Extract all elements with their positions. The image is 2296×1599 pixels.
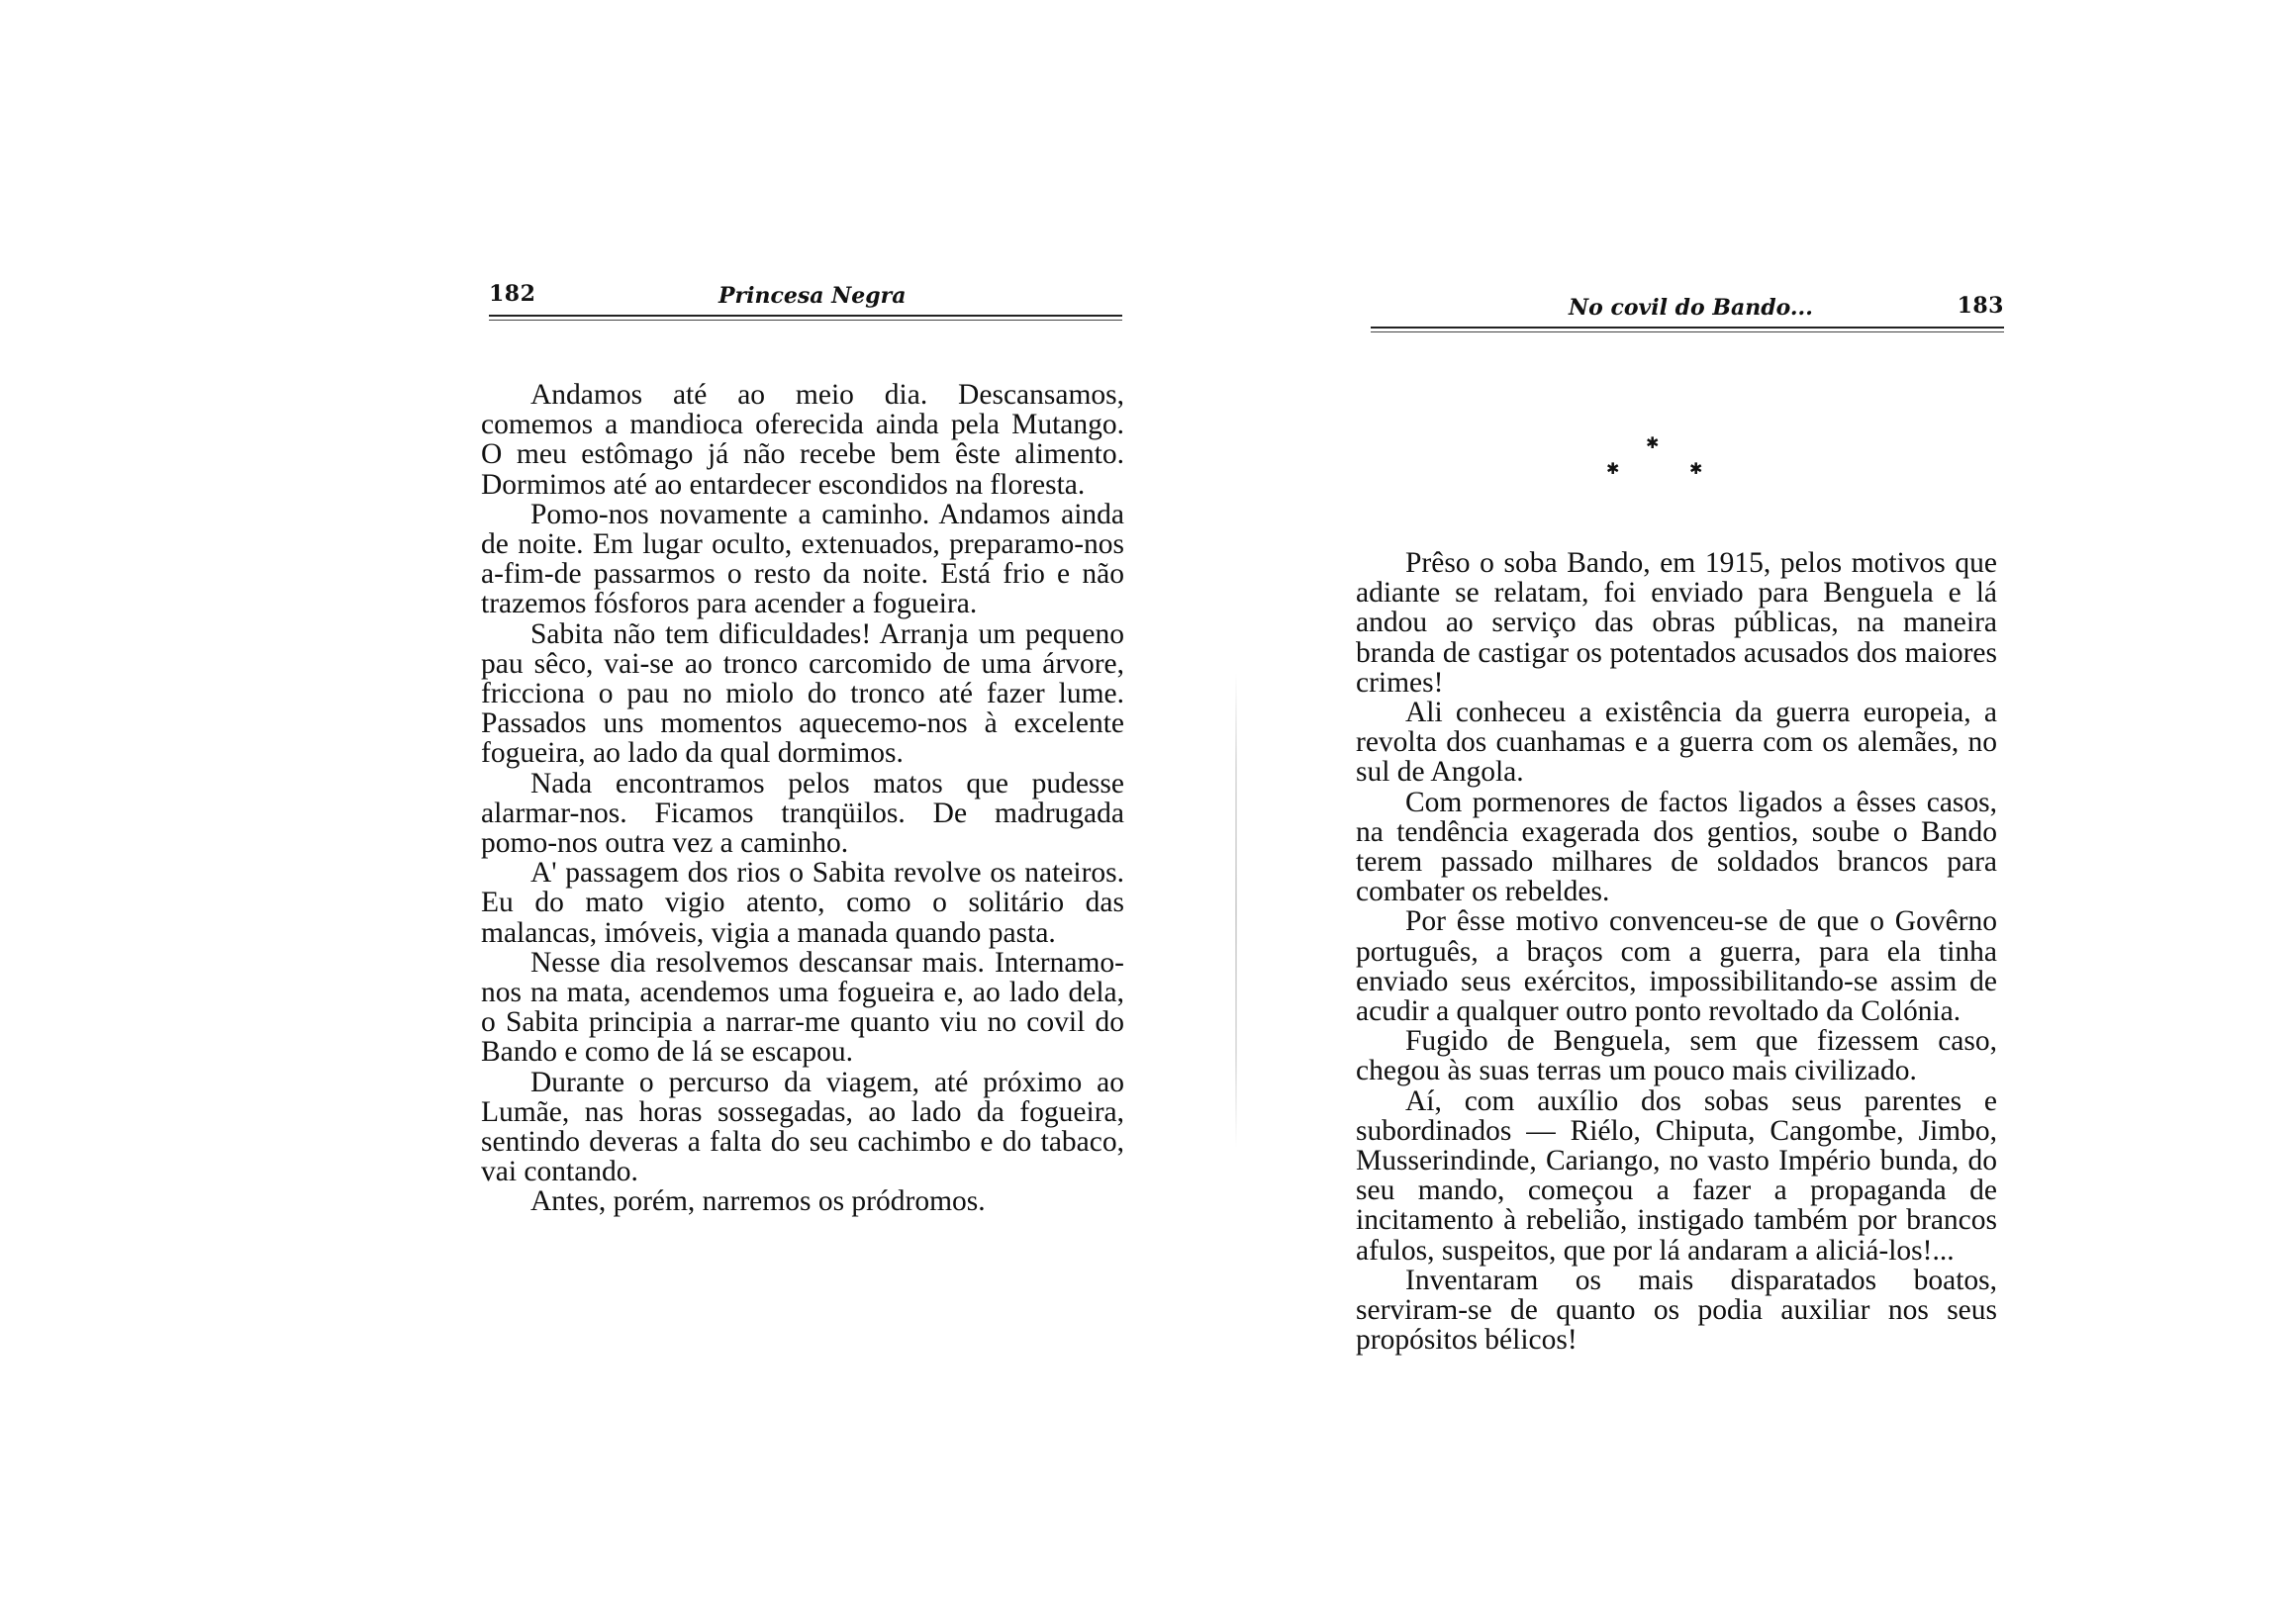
- header-rule-thin: [1371, 331, 2004, 332]
- paragraph: Ali conheceu a existência da guerra europeia, a revolta dos cuanhamas e a guerra com os alemães, no sul de Angola.: [1356, 697, 1997, 789]
- paragraph: Sabita não tem dificuldades! Arranja um pequeno pau sêco, vai-se ao tronco carcomido de uma árvore, fricciona o pau no miolo do tronco até fazer lume. Passados uns momentos aquecemo-nos à excelente fogueira, ao lado da qual dormimos.: [481, 617, 1124, 770]
- right-page-body: [1356, 548, 1997, 1355]
- paragraph: Nesse dia resolvemos descansar mais. Internamo-nos na mata, acendemos uma fogueira e, ao lado dela, o Sabita principia a narrar-me quanto viu no covil do Bando e como de lá se escapou.: [481, 946, 1124, 1069]
- right-page-header: [1371, 293, 2004, 332]
- asterisk-icon: ✱: [1606, 459, 1620, 478]
- section-break-asterism: [1598, 435, 1707, 485]
- paragraph: Inventaram os mais disparatados boatos, serviram-se de quanto os podia auxiliar nos seus propósitos bélicos!: [1356, 1264, 1997, 1357]
- running-title: No covil do Bando...: [1569, 295, 1813, 321]
- asterisk-icon: ✱: [1646, 433, 1660, 452]
- left-page-body: [481, 380, 1124, 1217]
- left-page-header: [489, 281, 1122, 321]
- paragraph: Com pormenores de factos ligados a êsses casos, na tendência exagerada dos gentios, soube o Bando terem passado milhares de soldados brancos para combater os rebeldes.: [1356, 786, 1997, 908]
- paragraph: Prêso o soba Bando, em 1915, pelos motivos que adiante se relatam, foi enviado para Benguela e lá andou ao serviço das obras públicas, na maneira branda de castigar os potentados acusados dos maiores crimes!: [1356, 547, 1997, 699]
- right-page: [1148, 0, 2296, 1599]
- paragraph: Antes, porém, narremos os pródromos.: [530, 1185, 986, 1218]
- paragraph: Fugido de Benguela, sem que fizessem caso, chegou às suas terras um pouco mais civilizado.: [1356, 1025, 1997, 1087]
- running-title: Princesa Negra: [718, 283, 907, 309]
- asterisk-icon: ✱: [1689, 459, 1703, 478]
- header-rule: [489, 315, 1122, 317]
- paragraph: Por êsse motivo convenceu-se de que o Govêrno português, a braços com a guerra, para ela tinha enviado seus exércitos, impossibilitando-se assim de acudir a qualquer outro ponto revoltado da Colónia.: [1356, 905, 1997, 1028]
- header-rule: [1371, 327, 2004, 329]
- paragraph: A' passagem dos rios o Sabita revolve os nateiros. Eu do mato vigio atento, como o solitário das malancas, imóveis, vigia a manada quando pasta.: [481, 857, 1124, 949]
- page-number: 183: [1957, 293, 2004, 319]
- paragraph: Aí, com auxílio dos sobas seus parentes e subordinados — Riélo, Chiputa, Cangombe, Jimbo, Musserindinde, Cariango, no vasto Império bunda, do seu mando, começou a fazer a propaganda de incitamento à rebelião, instigado também por brancos afulos, suspeitos, que por lá andaram a aliciá-los!...: [1356, 1084, 1997, 1267]
- header-rule-thin: [489, 320, 1122, 321]
- paragraph: Pomo-nos novamente a caminho. Andamos ainda de noite. Em lugar oculto, extenuados, preparamo-nos a-fim-de passarmos o resto da noite. Está frio e não trazemos fósforos para acender a fogueira.: [481, 498, 1124, 620]
- paragraph: Andamos até ao meio dia. Descansamos, comemos a mandioca oferecida ainda pela Mutango. O meu estômago já não recebe bem êste alimento. Dormimos até ao entardecer escondidos na floresta.: [481, 379, 1124, 501]
- page-number: 182: [489, 281, 536, 307]
- paragraph: Durante o percurso da viagem, até próximo ao Lumãe, nas horas sossegadas, ao lado da fogueira, sentindo deveras a falta do seu cachimbo e do tabaco, vai contando.: [481, 1066, 1124, 1188]
- paragraph: Nada encontramos pelos matos que pudesse alarmar-nos. Ficamos tranqüilos. De madrugada pomo-nos outra vez a caminho.: [481, 767, 1124, 860]
